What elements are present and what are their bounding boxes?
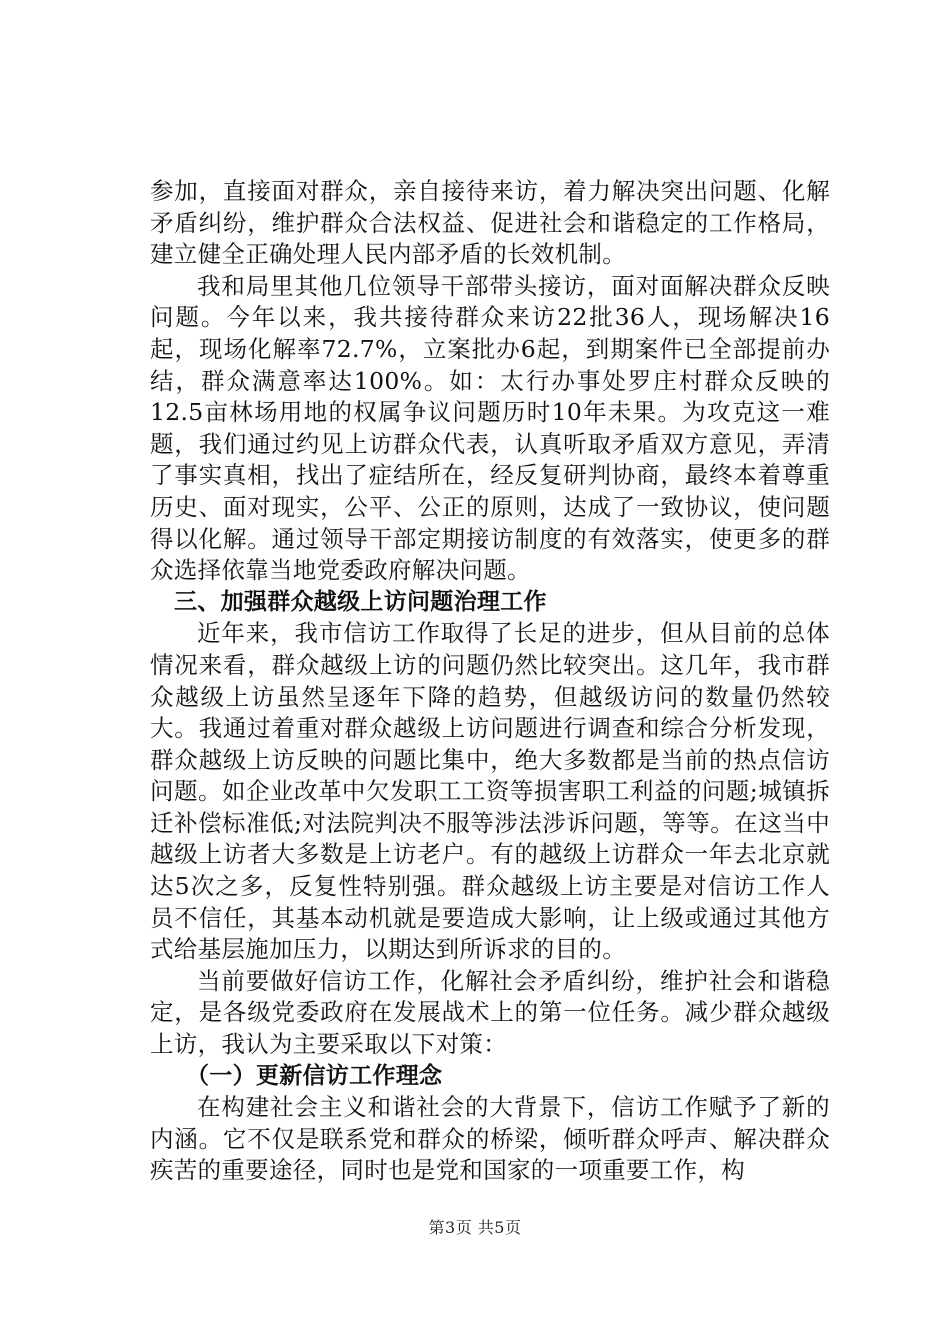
subsection-heading-1: （一）更新信访工作理念: [186, 1062, 443, 1089]
paragraph-continuation: 参加，直接面对群众，亲自接待来访，着力解决突出问题、化解矛盾纠纷，维护群众合法权益、促进社会和谐稳定的工作格局，建立健全正确处理人民内部矛盾的长效机制。: [150, 177, 830, 269]
section-heading-3: 三、加强群众越级上访问题治理工作: [174, 588, 547, 615]
paragraph-countermeasures-intro: 当前要做好信访工作，化解社会矛盾纠纷，维护社会和谐稳定，是各级党委政府在发展战术上的第一位任务。减少群众越级上访，我认为主要采取以下对策：: [150, 966, 830, 1059]
document-body: [150, 176, 830, 1187]
page-number-footer: 第3页 共5页: [428, 1218, 522, 1237]
paragraph-skip-level-petitions: 近年来，我市信访工作取得了长足的进步，但从目前的总体情况来看，群众越级上访的问题仍然比较突出。这几年，我市群众越级上访虽然呈逐年下降的趋势，但越级访问的数量仍然较大。我通过着重对群众越级上访问题进行调查和综合分析发现，群众越级上访反映的问题比集中，绝大多数都是当前的热点信访问题。如企业改革中欠发职工工资等损害职工利益的问题;城镇拆迁补偿标准低;对法院判决不服等涉法涉诉问题，等等。在这当中越级上访者大多数是上访老户。有的越级上访群众一年去北京就达5次之多，反复性特别强。群众越级上访主要是对信访工作人员不信任，其基本动机就是要造成大影响，让上级或通过其他方式给基层施加压力，以期达到所诉求的目的。: [150, 619, 830, 964]
paragraph-new-concept: 在构建社会主义和谐社会的大背景下，信访工作赋予了新的内涵。它不仅是联系党和群众的桥梁，倾听群众呼声、解决群众疾苦的重要途径，同时也是党和国家的一项重要工作，构: [150, 1093, 830, 1185]
paragraph-leader-reception: 我和局里其他几位领导干部带头接访，面对面解决群众反映问题。今年以来，我共接待群众来访22批36人，现场解决16起，现场化解率72.7%，立案批办6起，到期案件已全部提前办结，群众满意率达100%。如：太行办事处罗庄村群众反映的12.5亩林场用地的权属争议问题历时10年未果。为攻克这一难题，我们通过约见上访群众代表，认真听取矛盾双方意见，弄清了事实真相，找出了症结所在，经反复研判协商，最终本着尊重历史、面对现实，公平、公正的原则，达成了一致协议，使问题得以化解。通过领导干部定期接访制度的有效落实，使更多的群众选择依靠当地党委政府解决问题。: [150, 271, 830, 585]
